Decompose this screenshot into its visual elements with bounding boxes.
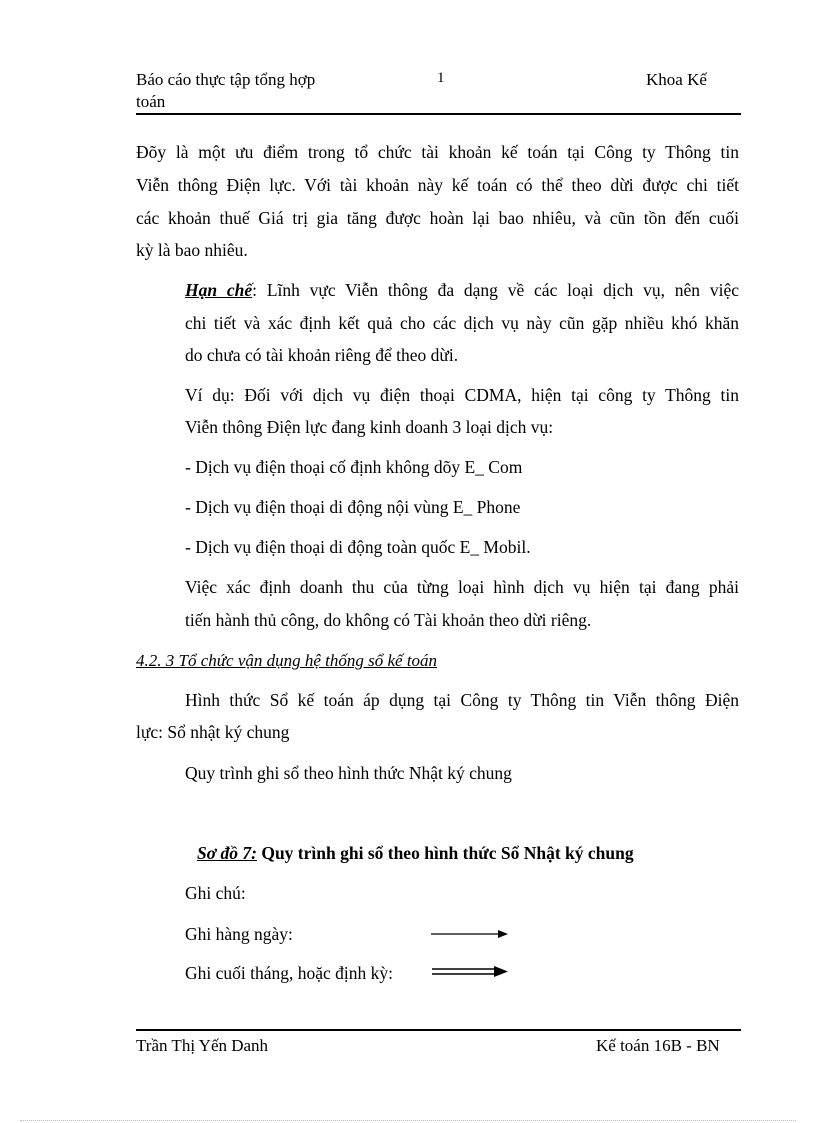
diagram-label: Sơ đồ 7: [197,843,257,863]
example-line2: Viễn thông Điện lực đang kinh doanh 3 loại dịch vụ: [185,417,554,437]
limitation-label: Hạn chế [185,280,253,300]
revenue-line1: Việc xác định doanh thu của từng loại hình dịch vụ hiện tại đang phải [185,577,739,597]
header-left-line2: toán [136,92,166,111]
limitation-line2: chi tiết và xác định kết quả cho các dịch vụ này cũn gặp nhiều khó khăn [185,313,739,333]
revenue-line2: tiến hành thủ công, do không có Tài khoản theo dừi riêng. [185,610,592,630]
para1-line4: kỳ là bao nhiêu. [136,240,248,260]
single-arrow-icon [430,926,512,942]
limitation-line1: Hạn chế: Lĩnh vực Viễn thông đa dạng về các loại dịch vụ, nên việc [185,280,739,300]
list-item: - Dịch vụ điện thoại cố định không dõy E_ Com [185,457,523,477]
legend-title: Ghi chú: [185,883,246,903]
legend-periodic: Ghi cuối tháng, hoặc định kỳ: [185,963,394,983]
para1-line3: các khoản thuế Giá trị gia tăng được hoàn lại bao nhiêu, và cũn tồn đến cuối [136,208,739,228]
legend-daily: Ghi hàng ngày: [185,924,293,944]
diagram-title: Sơ đồ 7: Quy trình ghi sổ theo hình thức Sổ Nhật ký chung [197,843,634,863]
page-edge [20,1120,796,1121]
footer-right: Kế toán 16B - BN [596,1036,720,1055]
list-item: - Dịch vụ điện thoại di động toàn quốc E_ Mobil. [185,537,531,557]
example-line1: Ví dụ: Đối với dịch vụ điện thoại CDMA, hiện tại công ty Thông tin [185,385,739,405]
form-line1: Hình thức Sổ kế toán áp dụng tại Công ty Thông tin Viễn thông Điện [185,690,739,710]
header-right: Khoa Kế [646,70,707,89]
double-arrow-icon [430,963,512,981]
header-left-line1: Báo cáo thực tập tổng hợp [136,70,316,89]
form-line2: lực: Sổ nhật ký chung [136,722,290,742]
para1-line1: Đõy là một ưu điểm trong tổ chức tài khoản kế toán tại Công ty Thông tin [136,142,739,162]
limitation-line3: do chưa có tài khoản riêng để theo dừi. [185,345,459,365]
list-item: - Dịch vụ điện thoại di động nội vùng E_ Phone [185,497,521,517]
header-rule [136,113,741,115]
process-line: Quy trình ghi sổ theo hình thức Nhật ký chung [185,763,512,783]
page-number: 1 [437,70,445,86]
section-heading: 4.2. 3 Tổ chức vận dụng hệ thống sổ kế toán [136,651,438,670]
footer-rule [136,1029,741,1031]
para1-line2: Viễn thông Điện lực. Với tài khoản này kế toán có thể theo dừi được chi tiết [136,175,739,195]
footer-left: Trần Thị Yến Danh [136,1036,269,1055]
